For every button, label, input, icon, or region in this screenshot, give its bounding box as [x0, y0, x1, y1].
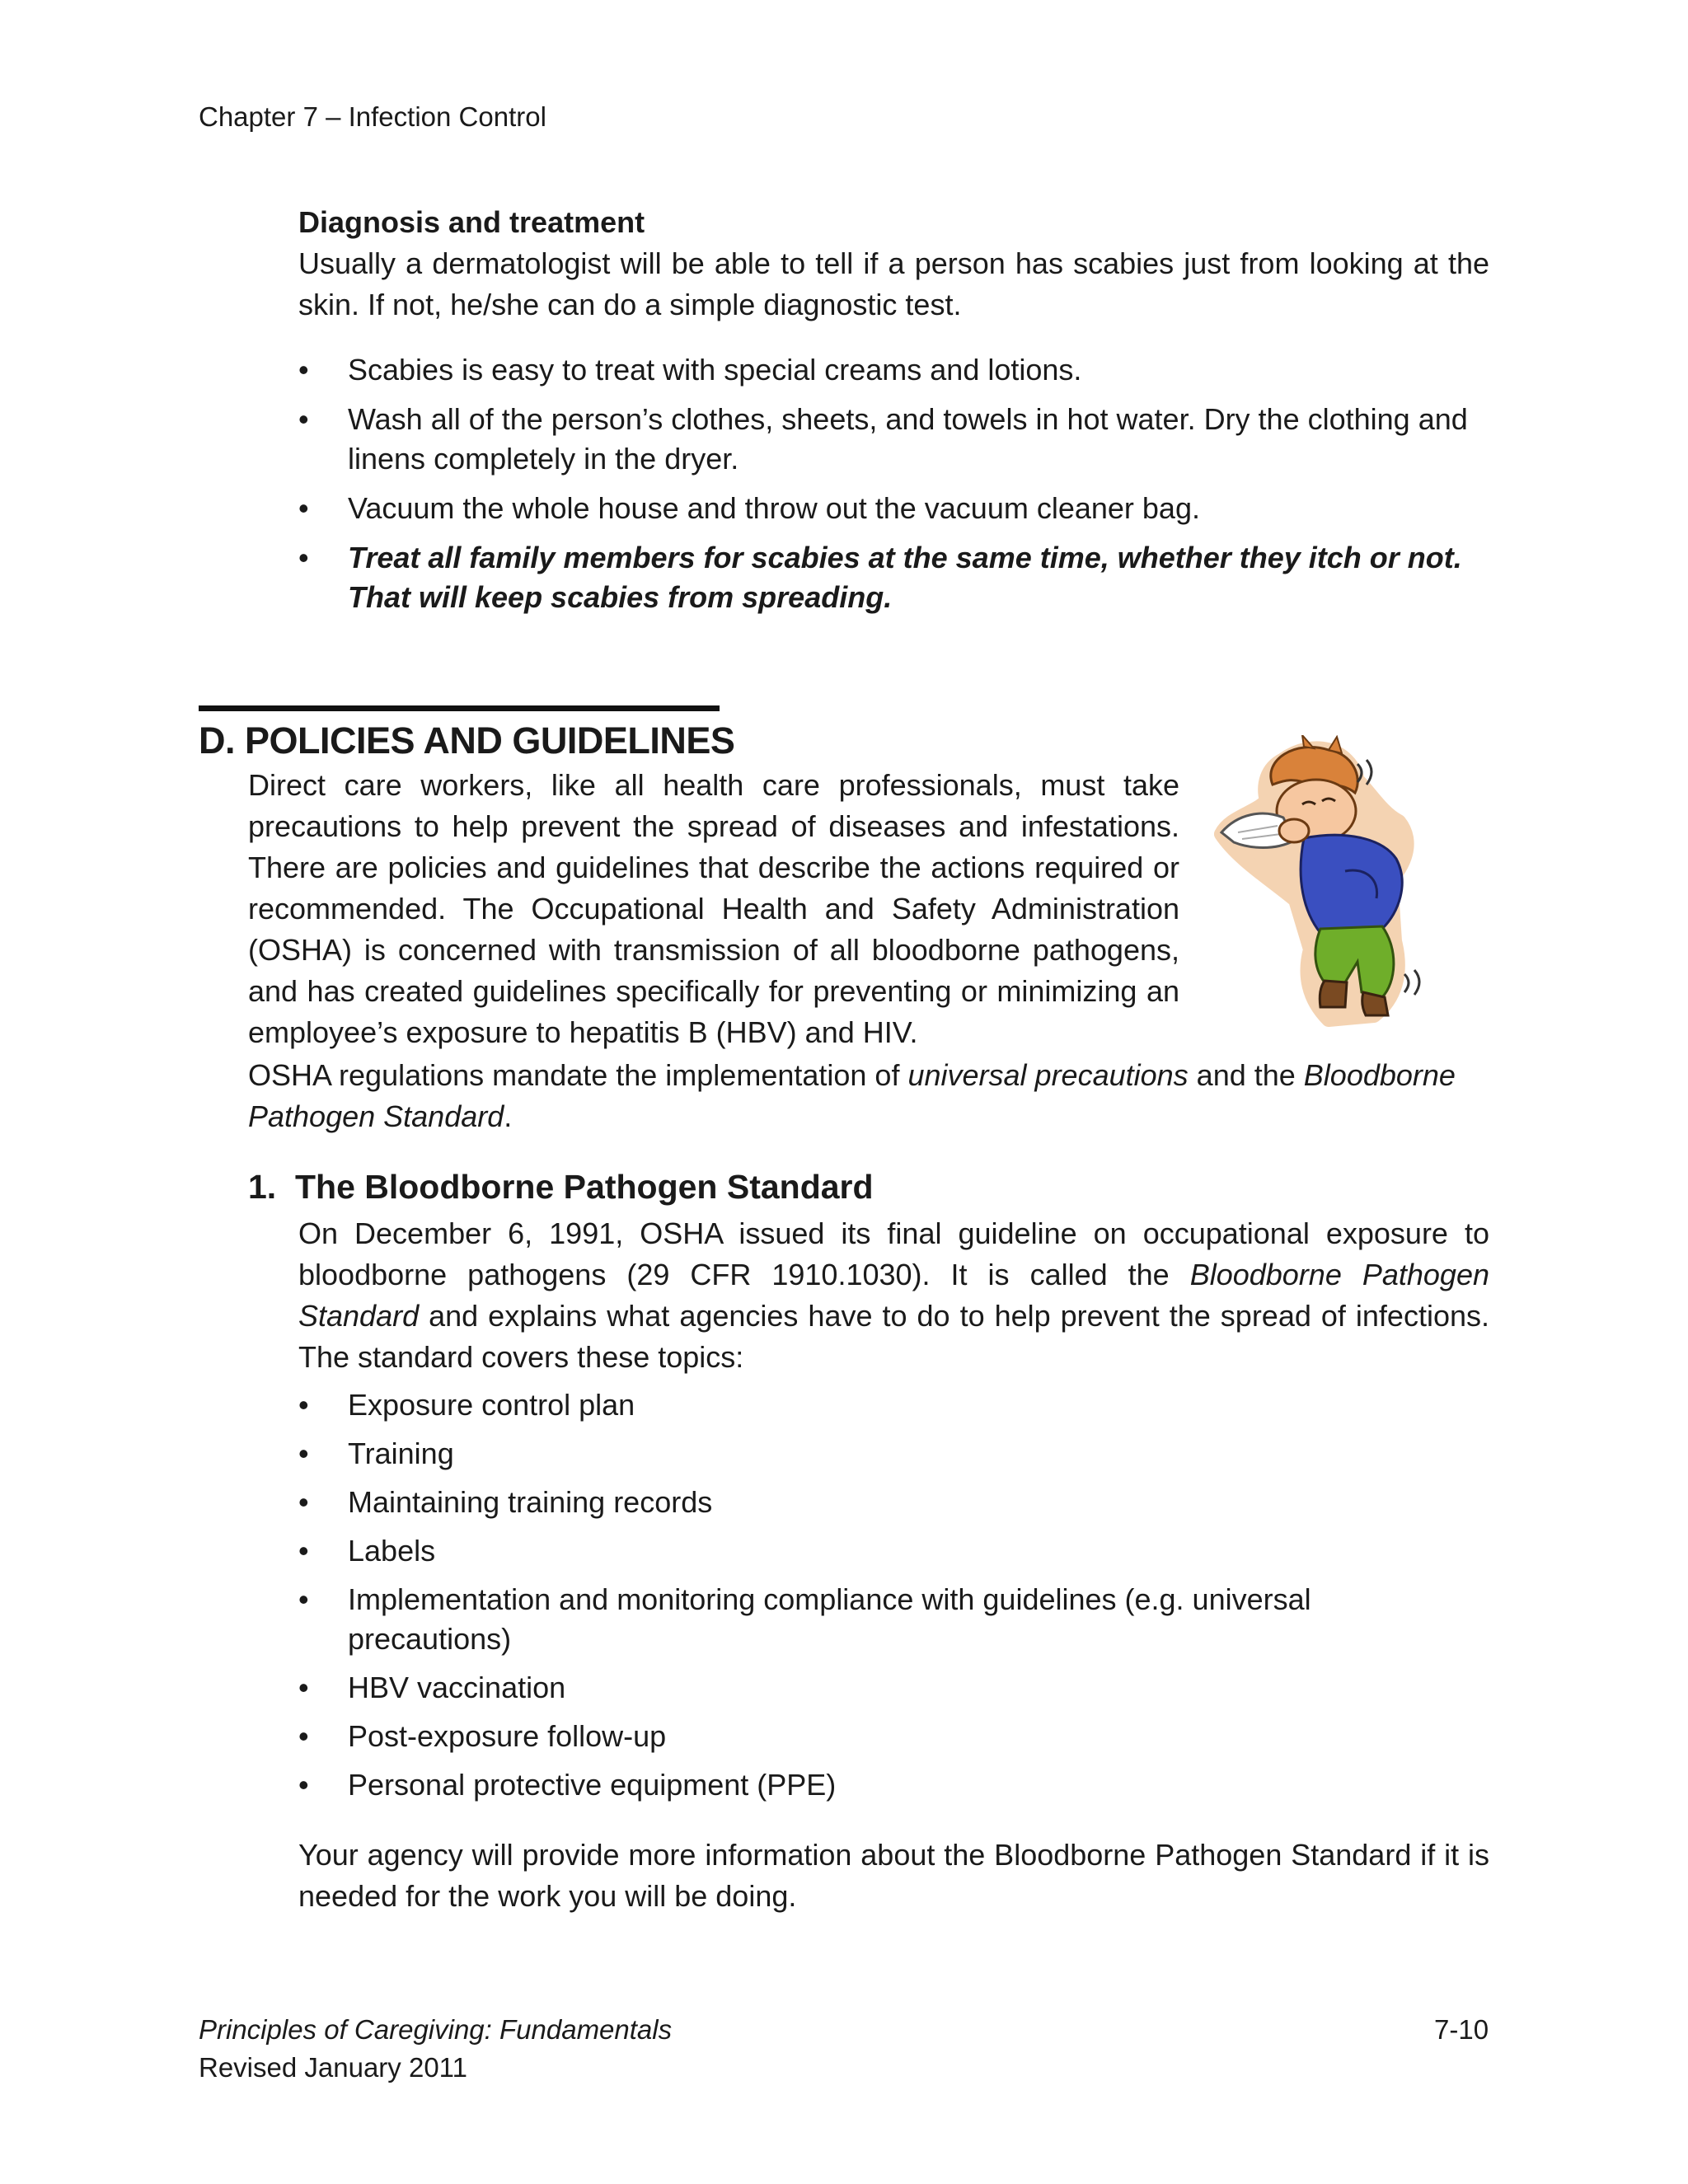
treatment-list — [298, 350, 1489, 617]
bullet-glyph: • — [298, 1671, 309, 1704]
list-item: • Scabies is easy to treat with special creams and lotions. — [298, 350, 1489, 390]
footer-book-title: Principles of Caregiving: Fundamentals — [199, 2014, 673, 2045]
bullet-glyph: • — [298, 491, 309, 525]
subsection-1-closing: Your agency will provide more information about the Bloodborne Pathogen Standard if it is needed for the work you will be doing. — [298, 1838, 1489, 1913]
footer-revised: Revised January 2011 — [199, 2052, 467, 2083]
running-header: Chapter 7 – Infection Control — [199, 101, 546, 132]
bullet-glyph: • — [298, 353, 309, 387]
section-rule — [199, 705, 720, 711]
section-d-paragraph-part1: Direct care workers, like all health care professionals, must take precautions to help prevent the spread of diseases and infestations. There are policies and guidelines that describe the actions required or recommended. The Occupational Health and Safety Administration (OSHA) is concerned with transmission of all bloodborne pathogens, and has created guidelines specifically for preventing or minimizing an employee’s exposure to hepatitis B (HBV) and HIV. — [248, 768, 1179, 1049]
bullet-glyph: • — [298, 1582, 309, 1616]
diagnosis-subheading: Diagnosis and treatment — [298, 205, 645, 239]
list-item: • Post-exposure follow-up — [298, 1717, 1489, 1756]
list-item: • Exposure control plan — [298, 1385, 1489, 1425]
list-item: • Labels — [298, 1531, 1489, 1571]
subsection-heading: 1. The Bloodborne Pathogen Standard — [248, 1168, 874, 1206]
list-item: • Training — [298, 1434, 1489, 1474]
list-item: • Wash all of the person’s clothes, sheets, and towels in hot water. Dry the clothing and linens completely in the dryer. — [298, 400, 1489, 479]
bullet-glyph: • — [298, 541, 309, 574]
bullet-glyph: • — [298, 1485, 309, 1519]
footer-left — [199, 2011, 672, 2087]
bullet-glyph: • — [298, 1436, 309, 1470]
list-item: • Personal protective equipment (PPE) — [298, 1765, 1489, 1805]
bullet-glyph: • — [298, 1388, 309, 1422]
subsection-1-paragraph: On December 6, 1991, OSHA issued its final guideline on occupational exposure to bloodborne pathogens (29 CFR 1910.1030). It is called the Bloodborne Pathogen Standard and explains what agencies have to do to help prevent the spread of infections. The standard covers these topics: — [298, 1216, 1489, 1374]
bullet-glyph: • — [298, 1534, 309, 1568]
list-item: • Implementation and monitoring compliance with guidelines (e.g. universal precautions) — [298, 1580, 1489, 1659]
diagnosis-intro: Usually a dermatologist will be able to tell if a person has scabies just from looking at the skin. If not, he/she can do a simple diagnostic test. — [298, 246, 1489, 321]
standard-topics-list — [298, 1385, 1489, 1805]
section-heading: D. POLICIES AND GUIDELINES — [199, 719, 735, 762]
bullet-glyph: • — [298, 402, 309, 436]
list-item: • HBV vaccination — [298, 1668, 1489, 1708]
list-item: • Maintaining training records — [298, 1483, 1489, 1522]
bullet-glyph: • — [298, 1768, 309, 1802]
sneezing-person-illustration — [1205, 735, 1452, 1032]
bullet-glyph: • — [298, 1719, 309, 1753]
section-d-paragraph-part2: OSHA regulations mandate the implementation of universal precautions and the Bloodborne Pathogen Standard. — [248, 1058, 1456, 1133]
list-item: • Vacuum the whole house and throw out the vacuum cleaner bag. — [298, 489, 1489, 528]
list-item-emphasis: • Treat all family members for scabies at the same time, whether they itch or not. That will keep scabies from spreading. — [298, 538, 1489, 617]
page-number: 7-10 — [1434, 2014, 1489, 2045]
